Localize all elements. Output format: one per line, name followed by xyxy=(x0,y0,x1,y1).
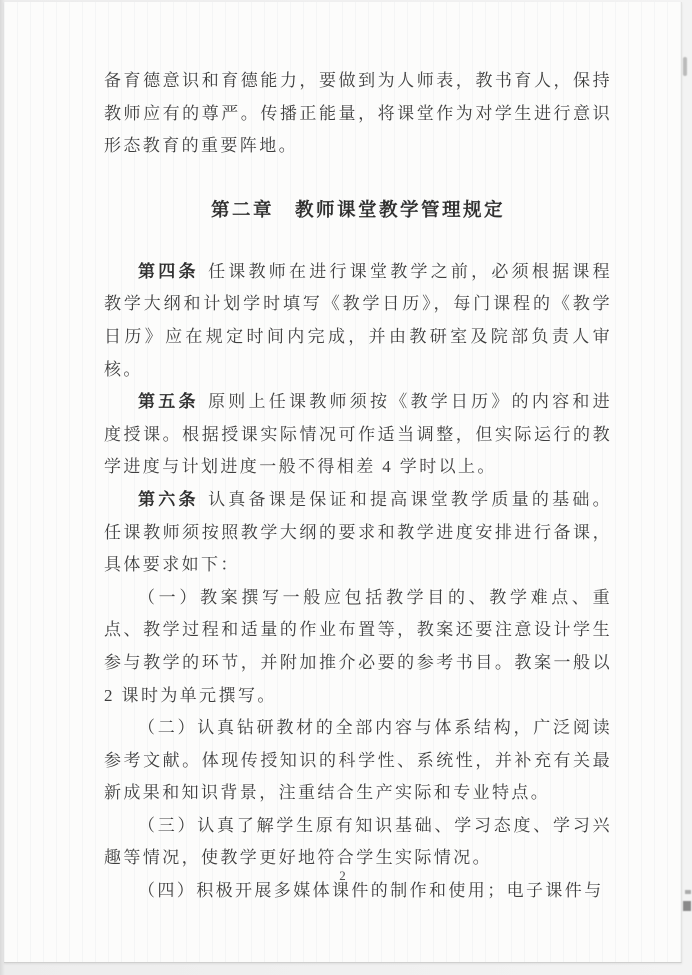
paragraph-continuation: 备育德意识和育德能力，要做到为人师表，教书育人，保持教师应有的尊严。传播正能量，将课堂作为对学生进行意识形态教育的重要阵地。 xyxy=(104,71,612,156)
list-item-2: （二）认真钻研教材的全部内容与体系结构，广泛阅读参考文献。体现传授知识的科学性、系统性，并补充有关最新成果和知识背景，注重结合生产实际和专业特点。 xyxy=(104,718,612,803)
list-item-3: （三）认真了解学生原有知识基础、学习态度、学习兴趣等情况，使教学更好地符合学生实际情况。 xyxy=(104,815,612,868)
scan-artifact-right-bottom-small xyxy=(685,890,691,894)
list-item-4: （四）积极开展多媒体课件的制作和使用；电子课件与 xyxy=(138,881,604,901)
chapter-heading: 第二章 教师课堂教学管理规定 xyxy=(210,200,505,221)
list-item-1: （一）教案撰写一般应包括教学目的、教学难点、重点、教学过程和适量的作业布置等，教案还要注意设计学生参与教学的环节，并附加推介必要的参考书目。教案一般以 2 课时为单元撰写。 xyxy=(104,587,612,705)
article-5-label: 第五条 xyxy=(138,392,199,412)
article-paragraph-6 xyxy=(104,484,612,582)
article-6-label: 第六条 xyxy=(138,489,199,509)
document-page xyxy=(4,2,682,963)
scan-artifact-right-top xyxy=(683,57,687,76)
article-6-text: 认真备课是保证和提高课堂教学质量的基础。任课教师须按照教学大纲的要求和教学进度安排进行备课，具体要求如下： xyxy=(104,489,612,575)
article-5-text: 原则上任课教师须按《教学日历》的内容和进度授课。根据授课实际情况可作适当调整，但实际运行的教学进度与计划进度一般不得相差 4 学时以上。 xyxy=(104,392,612,477)
article-paragraph-4 xyxy=(104,256,612,386)
page-number: 2 xyxy=(339,868,346,883)
article-4-label: 第四条 xyxy=(138,261,199,281)
article-paragraph-5 xyxy=(104,386,612,484)
article-4-text: 任课教师在进行课堂教学之前，必须根据课程教学大纲和计划学时填写《教学日历》，每门课程的《教学日历》应在规定时间内完成，并由教研室及院部负责人审核。 xyxy=(104,261,612,379)
scan-artifact-right-bottom xyxy=(683,901,691,911)
